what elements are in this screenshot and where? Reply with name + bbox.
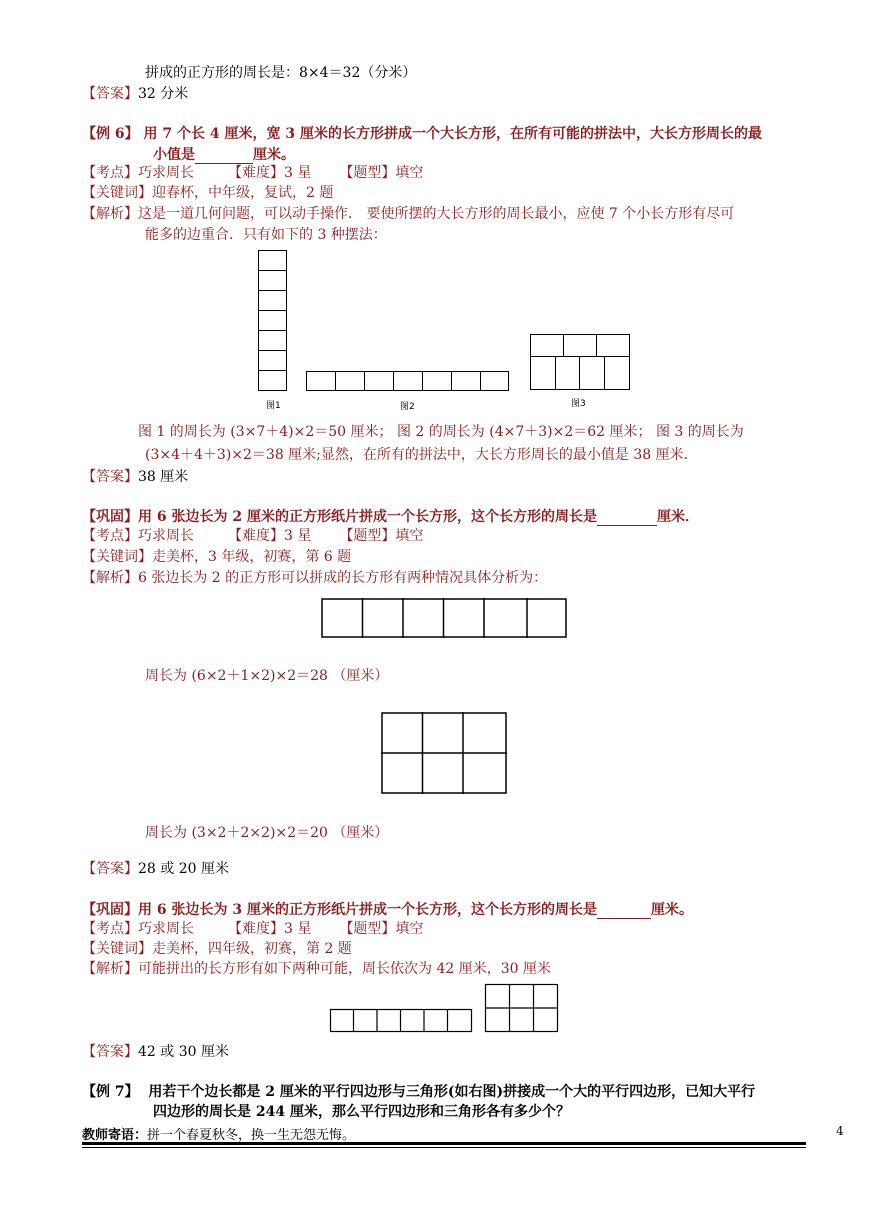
tixing-tag: 【题型】 xyxy=(339,921,396,937)
jiexi-tag: 【解析】 xyxy=(82,570,138,586)
nandu-value: 3 星 xyxy=(284,921,312,937)
gg2-question xyxy=(82,899,693,919)
ex7-question-line2: 四边形的周长是 244 厘米，那么平行四边形和三角形各有多少个？ xyxy=(153,1104,570,1120)
top-perimeter-line: 拼成的正方形的周长是：8×4＝32（分米） xyxy=(145,65,417,81)
answer-text: 42 或 30 厘米 xyxy=(138,1044,229,1060)
ex6-analysis-line2: 能多的边重合．只有如下的 3 种摆法： xyxy=(145,227,387,243)
gg2-figure-2x3 xyxy=(485,984,560,1033)
ex6-answer xyxy=(82,466,188,486)
gg1-label: 【巩固】 xyxy=(82,509,138,525)
page-number: 4 xyxy=(836,1124,844,1138)
gg2-figure-1x6 xyxy=(330,1009,474,1033)
footer-text: 拼一个春夏秋冬，换一生无怨无悔。 xyxy=(147,1128,356,1143)
keyword-value: 走美杯，3 年级，初赛，第 6 题 xyxy=(152,549,352,565)
nandu-tag: 【难度】 xyxy=(228,921,284,937)
tixing-value: 填空 xyxy=(395,528,424,544)
figure-2-caption: 图2 xyxy=(400,402,415,412)
answer-text: 38 厘米 xyxy=(138,469,189,485)
figure-2-horizontal-row xyxy=(306,371,511,392)
gg1-meta-line xyxy=(82,525,423,545)
ex6-question-line1 xyxy=(82,123,762,143)
answer-tag: 【答案】 xyxy=(82,1044,138,1060)
footer-rule-thin xyxy=(82,1147,806,1148)
footer-label: 教师寄语： xyxy=(82,1128,148,1143)
gg2-label: 【巩固】 xyxy=(82,902,138,918)
tixing-value: 填空 xyxy=(395,165,424,181)
gg1-perimeter-2: 周长为 (3×2＋2×2)×2＝20 （厘米） xyxy=(145,825,389,841)
ex6-q2a: 小值是 xyxy=(153,147,195,163)
gg2-analysis-line xyxy=(82,958,551,978)
ex7-question-text: 用若干个边长都是 2 厘米的平行四边形与三角形(如右图)拼接成一个大的平行四边形，已知大平行 xyxy=(148,1084,756,1100)
gg1-question xyxy=(82,506,699,526)
gg1-keyword-line xyxy=(82,546,351,566)
gg1-analysis-line xyxy=(82,567,547,587)
top-answer xyxy=(82,83,188,103)
answer-text: 32 分米 xyxy=(138,86,189,102)
kaodian-tag: 【考点】 xyxy=(82,921,138,937)
kaodian-value: 巧求周长 xyxy=(138,165,194,181)
ex6-question-line2 xyxy=(153,144,295,164)
gg2-answer-blank xyxy=(597,902,651,919)
footer-rule-thick xyxy=(82,1142,806,1145)
ex6-calc-line2: (3×4＋4＋3)×2＝38 厘米;显然，在所有的拼法中，大长方形周长的最小值是 38 厘米． xyxy=(145,447,698,463)
jiexi-text: 这是一道几何问题，可以动手操作． 要使所摆的大长方形的周长最小，应使 7 个小长方形有尽可 xyxy=(138,206,735,222)
ex6-label: 【例 6】 xyxy=(82,126,139,142)
nandu-tag: 【难度】 xyxy=(228,165,284,181)
figure-1-caption: 图1 xyxy=(266,401,281,411)
kaodian-tag: 【考点】 xyxy=(82,165,138,181)
nandu-value: 3 星 xyxy=(284,528,312,544)
gg2-keyword-line xyxy=(82,938,352,958)
answer-text: 28 或 20 厘米 xyxy=(138,861,229,877)
nandu-tag: 【难度】 xyxy=(228,528,284,544)
gg1-perimeter-1: 周长为 (6×2＋1×2)×2＝28 （厘米） xyxy=(145,668,389,684)
gg2-question-end: 厘米。 xyxy=(650,902,693,918)
tixing-value: 填空 xyxy=(395,921,424,937)
ex6-q2b: 厘米。 xyxy=(253,147,295,163)
keyword-tag: 【关键词】 xyxy=(82,941,152,957)
kaodian-tag: 【考点】 xyxy=(82,528,138,544)
jiexi-text: 6 张边长为 2 的正方形可以拼成的长方形有两种情况具体分析为： xyxy=(138,570,548,586)
answer-tag: 【答案】 xyxy=(82,469,138,485)
nandu-value: 3 星 xyxy=(284,165,312,181)
gg1-figure-2x3 xyxy=(381,712,509,796)
tixing-tag: 【题型】 xyxy=(339,165,396,181)
ex6-calc-line1: 图 1 的周长为 (3×7＋4)×2＝50 厘米； 图 2 的周长为 (4×7＋3)×2＝62 厘米； 图 3 的周长为 xyxy=(138,424,744,440)
gg2-question-text: 用 6 张边长为 3 厘米的正方形纸片拼成一个长方形，这个长方形的周长是 xyxy=(138,902,597,918)
kaodian-value: 巧求周长 xyxy=(138,921,194,937)
ex7-label: 【例 7】 xyxy=(82,1084,139,1100)
jiexi-text: 可能拼出的长方形有如下两种可能，周长依次为 42 厘米，30 厘米 xyxy=(138,961,551,977)
figure-3-combined xyxy=(530,334,632,392)
keyword-value: 迎春杯，中年级，复试，2 题 xyxy=(152,185,334,201)
gg1-question-end: 厘米． xyxy=(656,509,699,525)
gg2-answer xyxy=(82,1041,229,1061)
tixing-tag: 【题型】 xyxy=(339,528,396,544)
jiexi-tag: 【解析】 xyxy=(82,961,138,977)
keyword-tag: 【关键词】 xyxy=(82,185,152,201)
gg1-question-text: 用 6 张边长为 2 厘米的正方形纸片拼成一个长方形，这个长方形的周长是 xyxy=(138,509,597,525)
jiexi-tag: 【解析】 xyxy=(82,206,138,222)
ex6-analysis-line1 xyxy=(82,203,734,223)
keyword-value: 走美杯，四年级，初赛，第 2 题 xyxy=(152,941,352,957)
figure-1-vertical-stack xyxy=(258,250,288,392)
footer-motto xyxy=(82,1124,355,1143)
ex7-question-line1 xyxy=(82,1081,755,1101)
ex6-question-text: 用 7 个长 4 厘米，宽 3 厘米的长方形拼成一个大长方形，在所有可能的拼法中，大长方形周长的最 xyxy=(143,126,762,142)
figure-3-caption: 图3 xyxy=(571,399,586,409)
gg1-answer-blank xyxy=(597,509,657,526)
answer-tag: 【答案】 xyxy=(82,86,138,102)
kaodian-value: 巧求周长 xyxy=(138,528,194,544)
gg1-answer xyxy=(82,858,229,878)
answer-tag: 【答案】 xyxy=(82,861,138,877)
ex6-meta-line xyxy=(82,162,423,182)
keyword-tag: 【关键词】 xyxy=(82,549,152,565)
ex6-keyword-line xyxy=(82,182,333,202)
gg2-meta-line xyxy=(82,918,423,938)
gg1-figure-1x6 xyxy=(321,598,569,640)
